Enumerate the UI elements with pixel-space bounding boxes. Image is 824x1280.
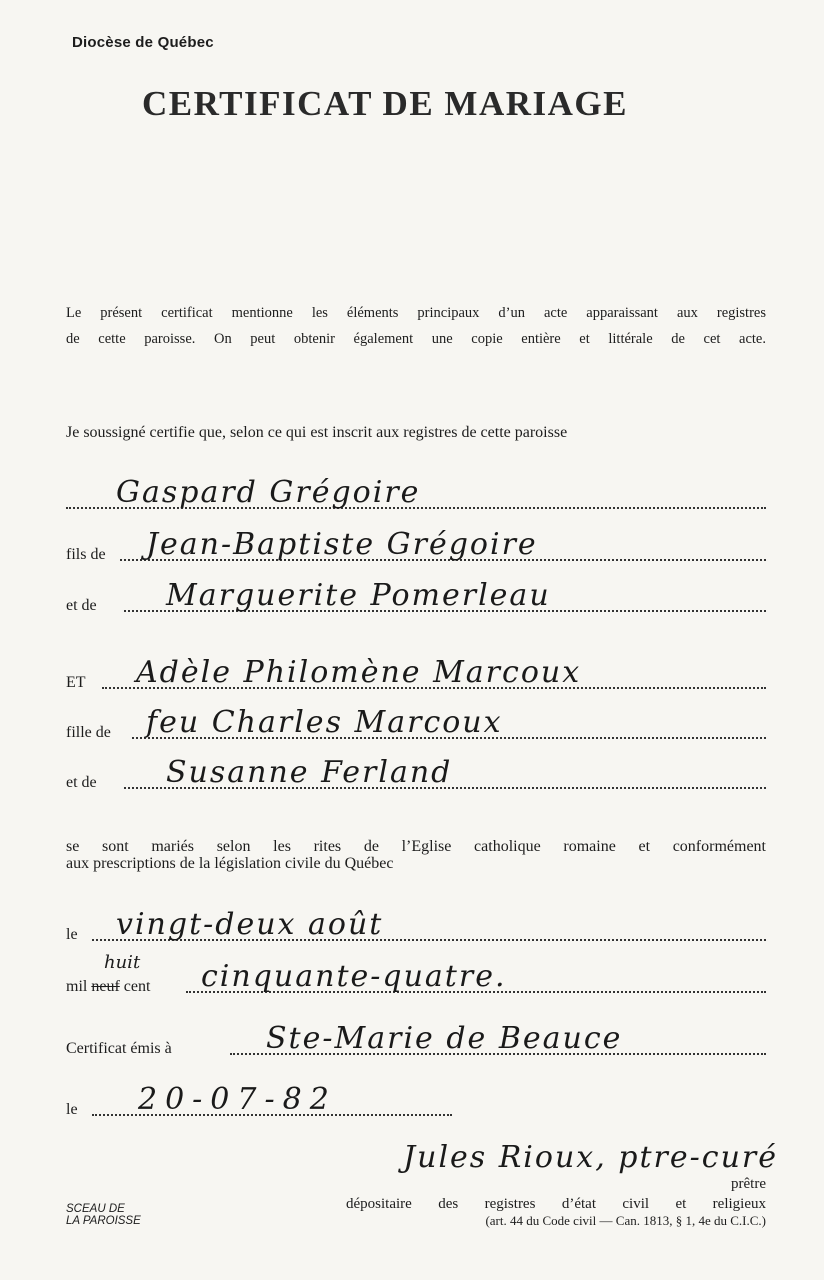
neuf-struck: neuf bbox=[91, 978, 120, 995]
huit-correction: huit bbox=[104, 952, 141, 973]
marriage-statement-line-1: se sont mariés selon les rites de l’Eglise catholique romaine et conformément bbox=[66, 838, 766, 855]
wedding-day-month: vingt-deux août bbox=[116, 907, 384, 942]
issued-date-row bbox=[66, 1083, 452, 1123]
et-de-label: et de bbox=[66, 774, 97, 791]
seal-line-2: LA PAROISSE bbox=[66, 1215, 141, 1227]
certificat-emis-label: Certificat émis à bbox=[66, 1040, 172, 1057]
groom-father-row bbox=[66, 528, 766, 568]
bride-name-row bbox=[66, 656, 766, 696]
le-label: le bbox=[66, 1101, 78, 1118]
mil-label: mil bbox=[66, 978, 88, 995]
le-label: le bbox=[66, 926, 78, 943]
document-title: CERTIFICAT DE MARIAGE bbox=[142, 84, 628, 123]
certify-line: Je soussigné certifie que, selon ce qui est inscrit aux registres de cette paroisse bbox=[66, 424, 568, 441]
marriage-statement-line-2: aux prescriptions de la législation civile du Québec bbox=[66, 855, 394, 872]
groom-mother-name: Marguerite Pomerleau bbox=[166, 578, 551, 613]
date-day-row bbox=[66, 908, 766, 948]
issued-place: Ste-Marie de Beauce bbox=[266, 1021, 623, 1056]
bride-mother-name: Susanne Ferland bbox=[166, 755, 453, 790]
year-words: cinquante-quatre. bbox=[201, 959, 507, 994]
date-year-row bbox=[66, 952, 766, 1000]
groom-father-name: Jean-Baptiste Grégoire bbox=[146, 527, 538, 562]
et-label: ET bbox=[66, 674, 86, 691]
pretre-label: prêtre bbox=[731, 1176, 766, 1192]
bride-father-name: feu Charles Marcoux bbox=[146, 705, 503, 740]
year-label bbox=[66, 978, 150, 996]
issued-place-row bbox=[66, 1022, 766, 1062]
issued-date: 20-07-82 bbox=[138, 1082, 337, 1117]
cent-label: cent bbox=[123, 978, 151, 995]
groom-name: Gaspard Grégoire bbox=[116, 475, 421, 510]
marriage-statement bbox=[66, 838, 766, 872]
diocese-heading: Diocèse de Québec bbox=[72, 34, 214, 51]
legal-reference: (art. 44 du Code civil — Can. 1813, § 1, 4e du C.I.C.) bbox=[485, 1213, 766, 1228]
bride-mother-row bbox=[66, 756, 766, 796]
fils-de-label: fils de bbox=[66, 546, 106, 563]
fille-de-label: fille de bbox=[66, 724, 111, 741]
bride-father-row bbox=[66, 706, 766, 746]
intro-line-2: de cette paroisse. On peut obtenir également une copie entière et littérale de cet acte. bbox=[66, 331, 766, 347]
depositaire-line: dépositaire des registres d’état civil et religieux bbox=[346, 1196, 766, 1212]
groom-mother-row bbox=[66, 579, 766, 619]
parish-seal-label bbox=[66, 1203, 141, 1227]
bride-name: Adèle Philomène Marcoux bbox=[136, 655, 582, 690]
groom-name-row bbox=[66, 476, 766, 516]
intro-line-1: Le présent certificat mentionne les éléments principaux d’un acte apparaissant aux registres bbox=[66, 305, 766, 321]
et-de-label: et de bbox=[66, 597, 97, 614]
priest-signature: Jules Rioux, ptre-curé bbox=[403, 1140, 778, 1175]
seal-line-1: SCEAU DE bbox=[66, 1203, 125, 1215]
